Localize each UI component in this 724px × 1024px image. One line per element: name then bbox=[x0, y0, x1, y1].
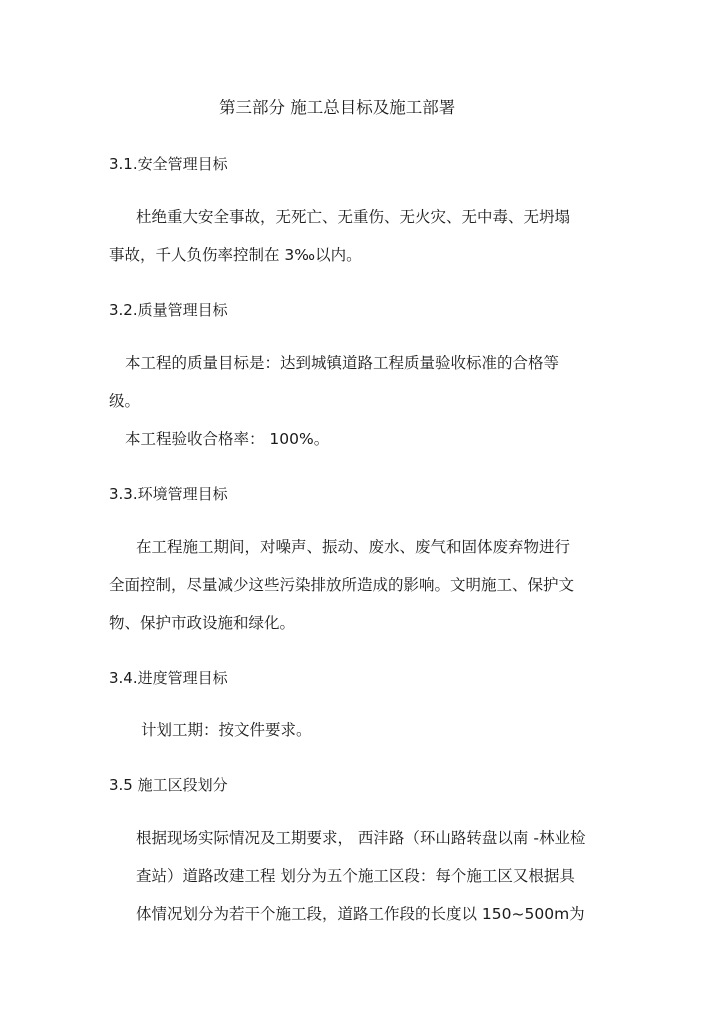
paragraph-line: 本工程验收合格率： 100%。 bbox=[125, 430, 330, 448]
paragraph-line: 杜绝重大安全事故，无死亡、无重伤、无火灾、无中毒、无坍塌 bbox=[136, 208, 571, 226]
paragraph-line: 体情况划分为若干个施工段，道路工作段的长度以 150~500m为 bbox=[136, 905, 585, 923]
paragraph-line: 计划工期：按文件要求。 bbox=[141, 721, 312, 739]
page-title: 第三部分 施工总目标及施工部署 bbox=[219, 98, 456, 117]
paragraph-line: 在工程施工期间，对噪声、振动、废水、废气和固体废弃物进行 bbox=[136, 538, 571, 556]
section-heading-zoning: 3.5 施工区段划分 bbox=[109, 776, 228, 794]
section-heading-quality: 3.2.质量管理目标 bbox=[109, 301, 228, 319]
section-heading-safety: 3.1.安全管理目标 bbox=[109, 155, 228, 173]
paragraph-line: 本工程的质量目标是：达到城镇道路工程质量验收标准的合格等 bbox=[125, 354, 560, 372]
paragraph-line: 全面控制，尽量减少这些污染排放所造成的影响。文明施工、保护文 bbox=[109, 576, 575, 594]
paragraph-line: 事故，千人负伤率控制在 3‰以内。 bbox=[109, 246, 362, 264]
paragraph-line: 根据现场实际情况及工期要求， 西沣路（环山路转盘以南 -林业检 bbox=[136, 829, 586, 847]
paragraph-line: 级。 bbox=[109, 392, 141, 410]
paragraph-line: 物、保护市政设施和绿化。 bbox=[109, 614, 296, 632]
section-heading-environment: 3.3.环境管理目标 bbox=[109, 485, 228, 503]
section-heading-schedule: 3.4.进度管理目标 bbox=[109, 669, 228, 687]
paragraph-line: 查站）道路改建工程 划分为五个施工区段：每个施工区又根据具 bbox=[136, 867, 575, 885]
